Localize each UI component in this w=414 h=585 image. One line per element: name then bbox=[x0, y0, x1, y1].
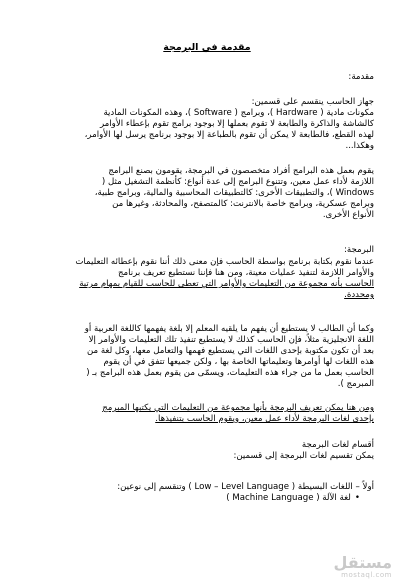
paragraph-line: وهكذا... bbox=[345, 141, 374, 151]
paragraph-programming-definition bbox=[40, 403, 374, 425]
languages-section bbox=[40, 440, 374, 462]
paragraph-line: يقوم بعمل هذه البرامج أفراد متخصصون في البرمجة، يقومون بصنع البرامج bbox=[108, 166, 374, 176]
languages-intro: يمكن تقسيم لغات البرمجة إلى قسمين: bbox=[233, 451, 374, 461]
intro-heading: مقدمة: bbox=[348, 72, 374, 82]
paragraph-line: هذه اللغات لها أوامرها وتعليماتها الخاصة بها ، ولكن جميعها تتفق في أن يقوم bbox=[103, 357, 374, 367]
paragraph-line: كالشاشة والذاكرة والطابعة لا تقوم بعملها إلا بوجود برامج تقوم بإعطاء الأوامر bbox=[99, 119, 374, 129]
paragraph-hardware-software bbox=[40, 97, 374, 152]
programming-heading: البرمجة: bbox=[344, 245, 374, 255]
paragraph-line: وبرامج عسكرية، وبرامج خاصة بالانترنت: كالمتصفح، والمحادثة، وغيرها من bbox=[112, 199, 374, 209]
paragraph-line: بعد أن تكون مكتوبة بإحدى اللغات التي يستطيع فهمها والتعامل معها، وكل لغة من bbox=[86, 346, 374, 356]
paragraph-program-definition bbox=[40, 257, 374, 301]
paragraph-programmers bbox=[40, 166, 374, 221]
paragraph-line: الحاسب بأنه مجموعة من التعليمات والأوامر التي تعطى للحاسب للقيام بمهام مرتبة bbox=[79, 279, 374, 289]
paragraph-line: وكما أن الطالب لا يستطيع أن يفهم ما يلقيه المعلم إلا بلغة يفهمها كاللغة العربية أو bbox=[84, 324, 374, 334]
paragraph-line: والأوامر اللازمة لتنفيذ عمليات معينة، ومن هنا فإننا نستطيع تعريف برنامج bbox=[117, 268, 374, 278]
bullet-icon: • bbox=[354, 493, 360, 503]
paragraph-line: عندما نقوم بكتابة برنامج بواسطة الحاسب فإن معنى ذلك أننا نقوم بإعطائه التعليمات bbox=[75, 257, 374, 267]
languages-heading: أقسام لغات البرمجة bbox=[301, 440, 374, 450]
watermark-logo: مستقل mostaql.com bbox=[333, 553, 392, 579]
paragraph-line: جهاز الحاسب ينقسم على قسمين: bbox=[251, 97, 374, 107]
paragraph-languages-analogy bbox=[40, 324, 374, 390]
paragraph-line: اللازمة لأداء عمل معين، وتتنوع البرامج إلى عدة أنواع: كأنظمة التشغيل مثل ( bbox=[101, 177, 374, 187]
paragraph-line: الأنواع الأخرى. bbox=[322, 210, 374, 220]
paragraph-line: لهذه القطع، فالطابعة لا يمكن أن تقوم بالطباعة إلا بوجود برنامج يرسل لها الأوامر، bbox=[84, 130, 374, 140]
paragraph-line: اللغة الانجليزية مثلاً، فإن الحاسب كذلك لا يستطيع تنفيذ تلك التعليمات والأوامر إلا bbox=[88, 335, 374, 345]
paragraph-line: الحاسب بعمل ما من جراء هذه التعليمات، ويسمّى من يقوم بعمل هذه البرامج بـ ( bbox=[86, 368, 374, 378]
paragraph-line: مكونات مادية ( Hardware )، وبرامج ( Software )، وهذه المكونات المادية bbox=[103, 108, 374, 118]
paragraph-line: المبرمج ). bbox=[337, 379, 374, 389]
paragraph-line: ومحددة. bbox=[344, 290, 374, 300]
list-item: •لغة الآلة ( Machine Language ) bbox=[226, 493, 360, 503]
low-level-section bbox=[40, 482, 374, 504]
section-heading: أولاً – اللغات البسيطة ( Low – Level Language ) وتنقسم إلى نوعين: bbox=[117, 482, 374, 492]
paragraph-line: Windows )، والتطبيقات الأخرى: كالتطبيقات المحاسبية والمالية، وبرامج طبية، bbox=[94, 188, 374, 198]
paragraph-line: ومن هنا يمكن تعريف البرمجة بأنها مجموعة من التعليمات التي يكتبها المبرمج bbox=[102, 403, 374, 413]
paragraph-line: بإحدى لغات البرمجة لأداء عمل معين، ويقوم الحاسب بتنفيذها. bbox=[155, 414, 374, 424]
page-title: مقدمة في البرمجة bbox=[163, 42, 251, 53]
